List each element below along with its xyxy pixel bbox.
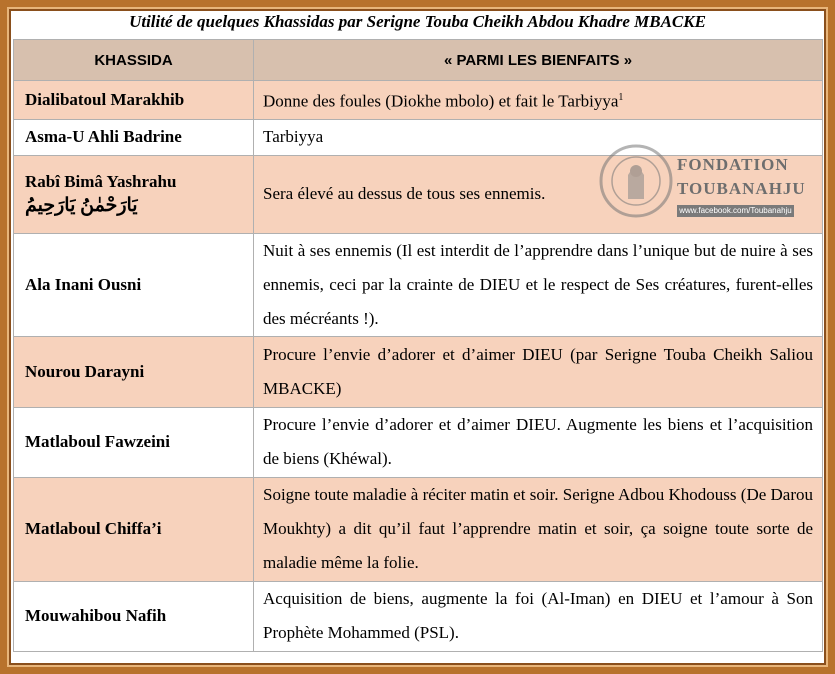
arabic-text: يَارَحْمٰنُ يَارَحِيمُ [25, 194, 138, 216]
khassida-name: Nourou Darayni [14, 336, 254, 407]
khassida-name: Dialibatoul Marakhib [14, 81, 254, 120]
table-row [14, 81, 823, 120]
seal-icon [598, 141, 674, 221]
table-row [14, 233, 823, 336]
table-row [14, 336, 823, 407]
khassida-name: Rabî Bimâ Yashrahu يَارَحْمٰنُ يَارَحِيمُ [14, 155, 254, 233]
khassida-benefit: Soigne toute maladie à réciter matin et soir. Serigne Adbou Khodouss (De Darou Moukhty) a dit qu’il faut l’apprendre matin et soir, ça soigne toute sorte de maladie même la folie. [254, 477, 823, 581]
khassida-benefit: Sera élevé au dessus de tous ses ennemis. [254, 155, 823, 233]
khassida-name: Ala Inani Ousni [14, 233, 254, 336]
khassida-benefit: Procure l’envie d’adorer et d’aimer DIEU (par Serigne Touba Cheikh Saliou MBACKE) [254, 336, 823, 407]
khassida-name: Asma-U Ahli Badrine [14, 119, 254, 155]
khassida-name: Mouwahibou Nafih [14, 581, 254, 651]
watermark-url: www.facebook.com/Toubanahju [677, 205, 794, 217]
khassida-name: Matlaboul Chiffa’i [14, 477, 254, 581]
table-row [14, 477, 823, 581]
khassida-benefit: Procure l’envie d’adorer et d’aimer DIEU. Augmente les biens et l’acquisition de biens (Khéwal). [254, 407, 823, 477]
khassida-benefit: Tarbiyya [254, 119, 823, 155]
watermark-line1: FONDATION [677, 155, 789, 174]
khassida-name: Matlaboul Fawzeini [14, 407, 254, 477]
footnote-marker: 1 [618, 92, 624, 103]
page-title: Utilité de quelques Khassidas par Serigne Touba Cheikh Abdou Khadre MBACKE [129, 12, 706, 31]
khassida-benefit: Acquisition de biens, augmente la foi (Al-Iman) en DIEU et l’amour à Son Prophète Mohammed (PSL). [254, 581, 823, 651]
header-khassida: KHASSIDA [14, 40, 254, 81]
khassida-benefit: Donne des foules (Diokhe mbolo) et fait le Tarbiyya$^1$ [254, 81, 823, 120]
table-header-row [14, 40, 823, 81]
header-bienfaits: « PARMI LES BIENFAITS » [254, 40, 823, 81]
table-row [14, 407, 823, 477]
watermark-logo [598, 141, 812, 223]
khassida-benefit: Nuit à ses ennemis (Il est interdit de l’apprendre dans l’unique but de nuire à ses ennemis, ceci par la crainte de DIEU et le respect de Ses créatures, furent-elles des mécréants !). [254, 233, 823, 336]
table-row [14, 581, 823, 651]
khassida-table [13, 39, 823, 652]
watermark-line2: TOUBANAHJU [677, 179, 806, 198]
